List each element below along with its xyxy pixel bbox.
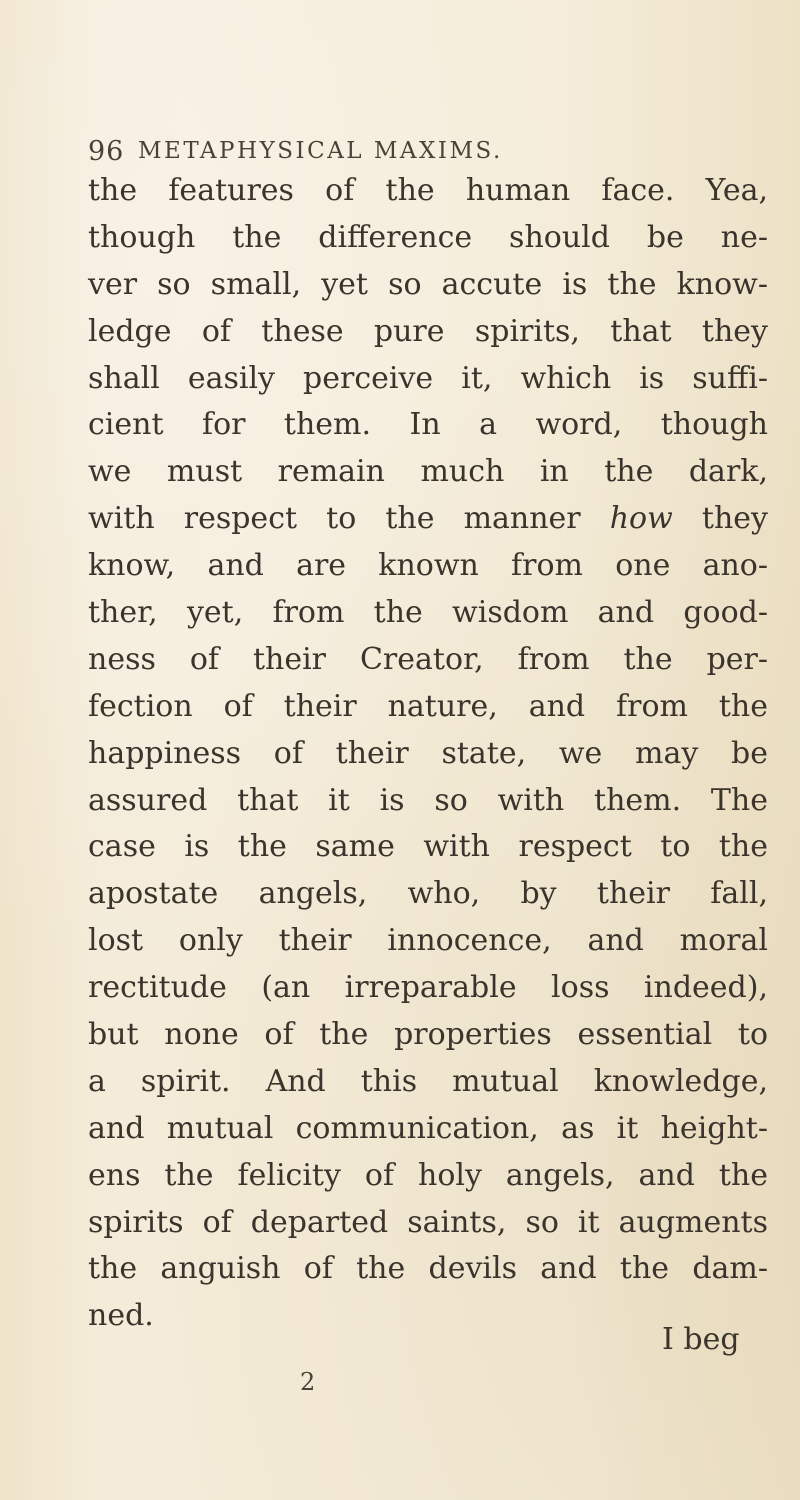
text-line-with-emphasis (88, 496, 768, 543)
text-line: the features of the human face. Yea, (88, 173, 768, 208)
page-number: 96 (88, 136, 125, 167)
text-line: ness of their Creator, from the per- (88, 641, 768, 677)
text-line: but none of the properties essential to (88, 1017, 768, 1053)
text-line: know, and are known from one ano- (88, 548, 768, 584)
running-head: METAPHYSICAL MAXIMS. (138, 138, 503, 164)
text-line: case is the same with respect to the (88, 829, 768, 865)
text-line: rectitude (an irreparable loss indeed), (88, 970, 768, 1006)
text-line: apostate angels, who, by their fall, (88, 876, 768, 912)
text-line: ens the felicity of holy angels, and the (88, 1157, 768, 1193)
text-line: though the difference should be ne- (88, 219, 768, 255)
text-line: ned. (88, 1298, 154, 1334)
text-line: assured that it is so with them. The (88, 782, 768, 818)
text-fragment: they (701, 501, 768, 537)
text-line: the anguish of the devils and the dam- (88, 1251, 768, 1287)
text-line: ledge of these pure spirits, that they (88, 313, 768, 349)
page-header (88, 136, 648, 172)
text-fragment: with respect to the manner (88, 501, 581, 537)
text-line: spirits of departed saints, so it augments (88, 1204, 768, 1240)
italic-word: how (609, 501, 673, 537)
text-line: and mutual communication, as it height- (88, 1110, 768, 1146)
body-text (88, 168, 768, 1340)
signature-mark: 2 (300, 1368, 316, 1396)
text-line: a spirit. And this mutual knowledge, (88, 1063, 768, 1099)
text-line: cient for them. In a word, though (88, 407, 768, 443)
catchword: I beg (662, 1322, 740, 1357)
text-line: shall easily perceive it, which is suffi- (88, 360, 768, 396)
text-line: happiness of their state, we may be (88, 735, 768, 771)
text-line: ver so small, yet so accute is the know- (88, 266, 768, 302)
text-line: we must remain much in the dark, (88, 454, 768, 490)
text-line: lost only their innocence, and moral (88, 923, 768, 959)
text-line: fection of their nature, and from the (88, 688, 768, 724)
text-line: ther, yet, from the wisdom and good- (88, 595, 768, 631)
